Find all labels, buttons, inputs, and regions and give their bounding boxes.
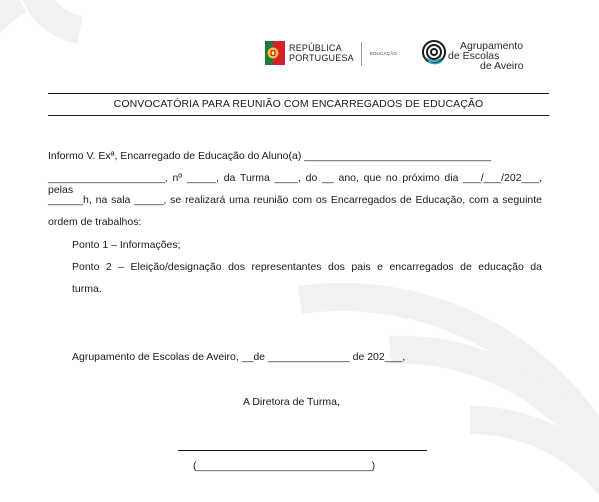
signature-role: A Diretora de Turma,	[243, 396, 340, 408]
republica-portuguesa-text: REPÚBLICA PORTUGUESA	[289, 43, 354, 63]
signature-name-blank: (______________________________)	[193, 460, 376, 472]
paragraph-line-4: ordem de trabalhos:	[48, 216, 142, 228]
agenda-point-2-continued: turma.	[72, 283, 102, 295]
school-spiral-icon	[420, 38, 450, 68]
title-bottom-rule	[48, 115, 549, 116]
paragraph-line-3: ______h, na sala _____, se realizará uma reunião com os Encarregados de Educação, com a seguinte	[48, 194, 542, 206]
agenda-point-2: Ponto 2 – Eleição/designação dos representantes dos pais e encarregados de educação da	[72, 261, 542, 273]
place-date-line: Agrupamento de Escolas de Aveiro, __de ______________ de 202___,	[72, 351, 406, 363]
document-title: CONVOCATÓRIA PARA REUNIÃO COM ENCARREGADOS DE EDUCAÇÃO	[113, 98, 484, 110]
header-divider	[361, 42, 362, 66]
school-name: Agrupamento de Escolas de Aveiro	[448, 40, 524, 72]
republica-emblem-icon	[265, 41, 285, 65]
title-top-rule	[48, 93, 549, 94]
paragraph-line-2: ____________________, nº _____, da Turma ____, do __ ano, que no próximo dia ___/___/202___, pelas	[48, 172, 542, 196]
agenda-point-1: Ponto 1 – Informações;	[72, 239, 181, 251]
paragraph-line-1: Informo V. Exª, Encarregado de Educação do Aluno(a) ________________________________	[48, 150, 492, 162]
signature-line	[178, 450, 427, 451]
ministry-label: EDUCAÇÃO	[370, 51, 398, 56]
